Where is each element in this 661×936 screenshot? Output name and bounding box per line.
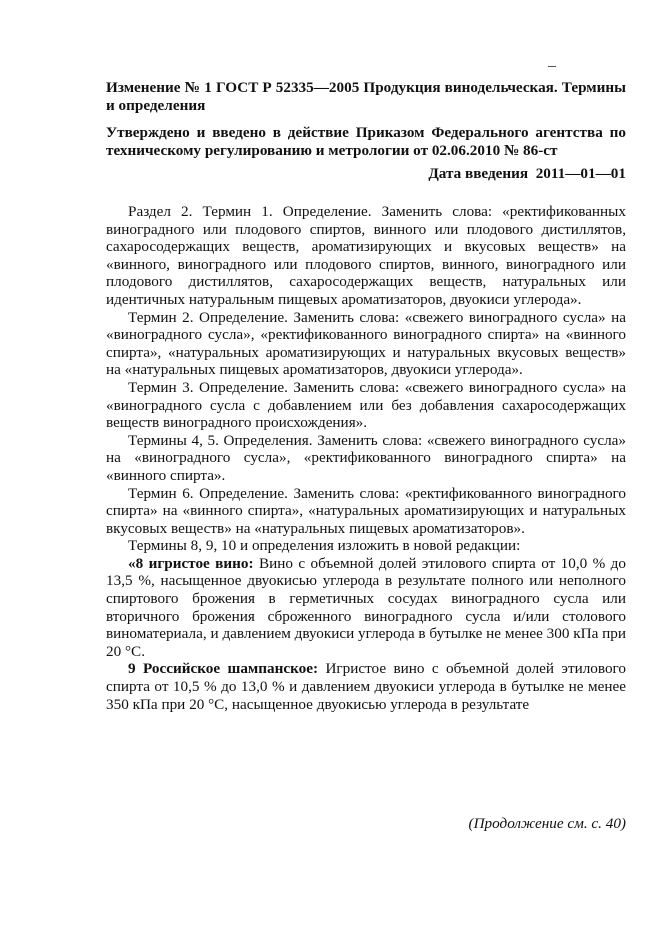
- approval-statement: Утверждено и введено в действие Приказом Федерального агентства по техническому регулированию и метрологии от 02.06.2010 № 86-ст: [106, 124, 626, 159]
- term-russian-champagne: 9 Российское шампанское:: [128, 660, 319, 678]
- paragraph-terms-8-10: Термины 8, 9, 10 и определения изложить в новой редакции:: [128, 537, 521, 555]
- paragraph-term-3: Термин 3. Определение. Заменить слова: «свежего виноградного сусла» на «виноградного сусла с добавлением или без добавления сахаросодержащих веществ виноградного происхождения».: [106, 378, 626, 432]
- amendment-title: Изменение № 1 ГОСТ Р 52335—2005 Продукция винодельческая. Термины и определения: [106, 79, 626, 114]
- definition-sparkling-wine: [106, 555, 626, 661]
- paragraph-terms-4-5: Термины 4, 5. Определения. Заменить слова: «свежего виноградного сусла» на «виноградного сусла», «ректификованного виноградного спирта» на «винного спирта».: [106, 431, 626, 484]
- paragraph-term-6: Термин 6. Определение. Заменить слова: «ректификованного виноградного спирта» на «винного спирта», «натуральных ароматизирующих и натуральных вкусовых веществ» на «натуральных пищевых ароматизаторов».: [106, 484, 626, 537]
- effective-date-label: Дата введения: [428, 165, 529, 182]
- effective-date-value: 2011—01—01: [535, 165, 626, 182]
- definition-russian-champagne-text: Игристое вино с объемной долей этилового спирта от 10,5 % до 13,0 % и давлением двуокиси углерода в бутылке не менее 350 кПа при 20 °С, насыщенное двуокисью углерода в результате: [106, 660, 626, 713]
- continuation-note: (Продолжение см. с. 40): [468, 815, 626, 832]
- amendment-header: [106, 79, 626, 183]
- effective-date-line: [106, 165, 626, 183]
- definition-sparkling-wine-text: Вино с объемной долей этилового спирта от 10,0 % до 13,5 %, насыщенное двуокисью углерода в результате полного или неполного спиртового брожения в герметичных сосудах виноградного сусла или вторичного брожения сброженного виноградного сусла и/или столового виноматериала, и давлением двуокиси углерода в бутылке не менее 300 кПа при 20 °С.: [106, 554, 626, 660]
- paragraph-term-1: Раздел 2. Термин 1. Определение. Заменить слова: «ректификованных виноградного или плодового спиртов, винного или плодового дистиллятов, сахаросодержащих веществ, ароматизирующих и вкусовых веществ» на «винного, виноградного или плодового спиртов, винного, виноградного или плодового дистиллятов, сахаросодержащих веществ, натуральных или идентичных натуральным пищевых ароматизаторов, двуокиси углерода».: [106, 203, 626, 308]
- term-sparkling-wine: «8 игристое вино:: [128, 554, 254, 572]
- paragraph-term-2: Термин 2. Определение. Заменить слова: «свежего виноградного сусла» на «виноградного сусла», «ректификованного виноградного спирта» на «винного спирта», «натуральных ароматизирующих и натуральных вкусовых веществ» на «натуральных пищевых ароматизаторов, двуокиси углерода».: [106, 308, 626, 379]
- amendment-body: [106, 203, 626, 713]
- definition-russian-champagne: [106, 660, 626, 713]
- scan-mark: [548, 66, 556, 67]
